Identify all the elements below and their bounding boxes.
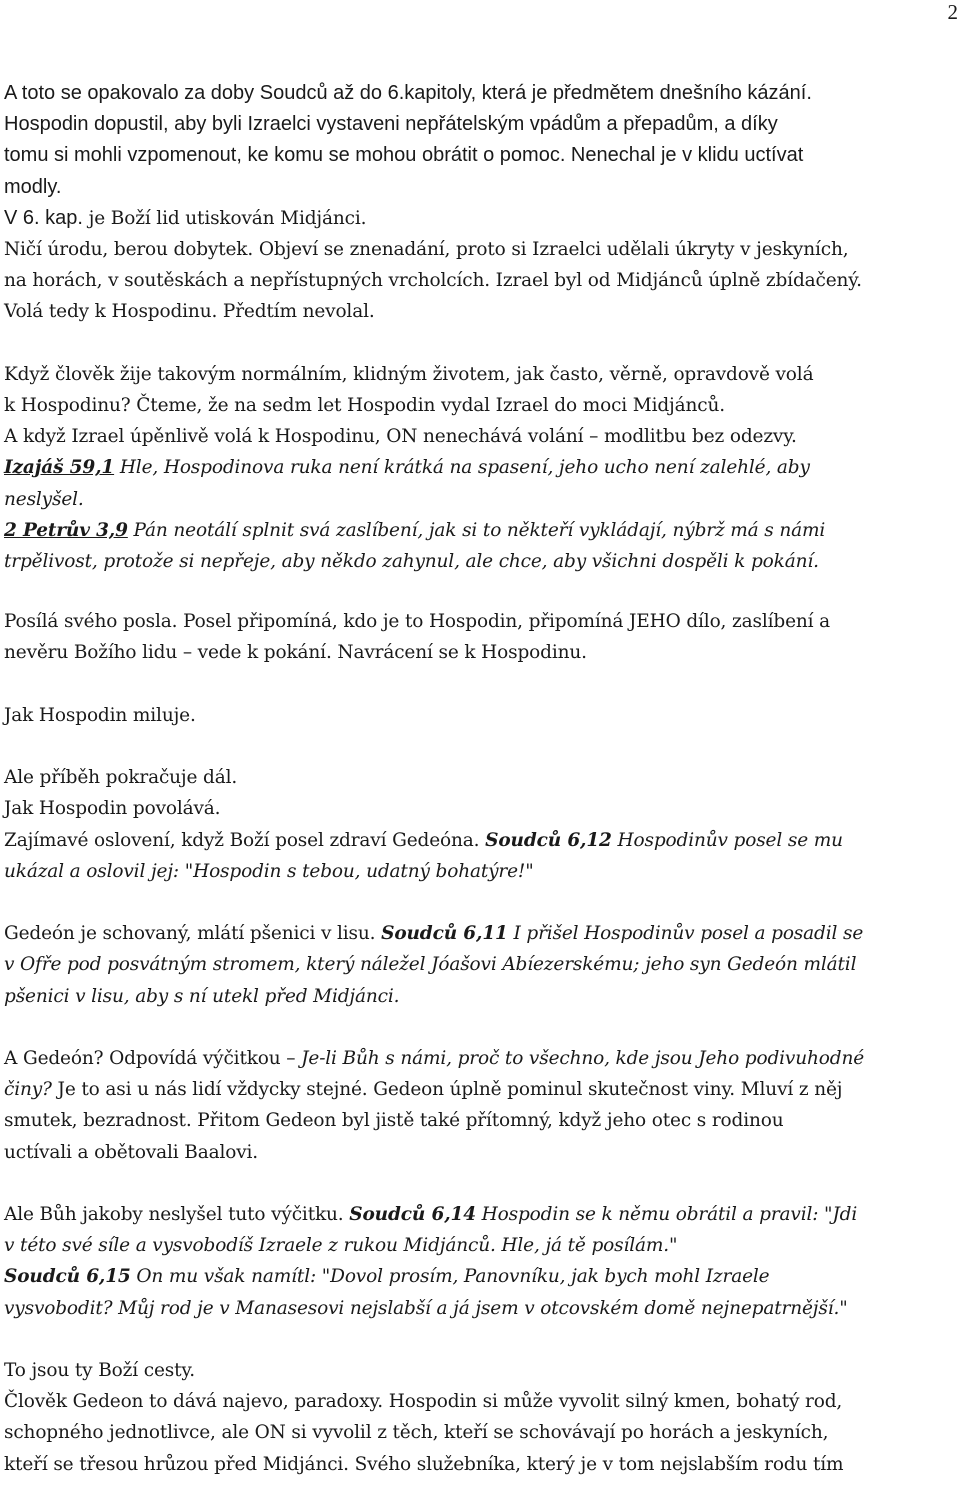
text-line: Člověk Gedeon to dává najevo, paradoxy. Hospodin si může vyvolit silný kmen, bohatý rod, [4,1391,843,1413]
text-line: Hospodin dopustil, aby byli Izraelci vystaveni nepřátelským vpádům a přepadům, a díky [4,113,778,136]
text-fragment: Ale Bůh jakoby neslyšel tuto výčitku. [4,1204,350,1226]
quote-text: činy? [4,1079,52,1101]
quote-text: ukázal a oslovil jej: "Hospodin s tebou, udatný bohatýre!" [4,860,534,882]
quote-text: Hospodin se k němu obrátil a pravil: "Jdi [475,1204,858,1226]
text-line: Volá tedy k Hospodinu. Předtím nevolal. [4,301,375,323]
text-line: A když Izrael úpěnlivě volá k Hospodinu, ON nenechává volání – modlitbu bez odezvy. [4,426,797,448]
quote-text: trpělivost, protože si nepřeje, aby někdo zahynul, ale chce, aby všichni dospěli k pokání. [4,551,819,573]
text-line: nevěru Božího lidu – vede k pokání. Navrácení se k Hospodinu. [4,642,587,664]
paragraph [4,762,956,887]
paragraph [4,700,956,731]
text-fragment: Zajímavé oslovení, když Boží posel zdraví Gedeóna. [4,829,486,851]
text-line: na horách, v soutěskách a nepřístupných vrcholcích. Izrael byl od Midjánců úplně zbídačený. [4,270,862,292]
document-body [4,78,956,1480]
text-line [4,825,956,856]
text-line [4,1199,956,1230]
paragraph-spacer [4,328,956,359]
text-line: Když člověk žije takovým normálním, klidným životem, jak často, věrně, opravdově volá [4,363,814,385]
page-number: 2 [947,0,958,24]
text-line [4,918,956,949]
paragraph [4,918,956,1012]
text-line: Posílá svého posla. Posel připomíná, kdo je to Hospodin, připomíná JEHO dílo, zaslíbení a [4,611,831,633]
bible-reference: Soudců 6,12 [485,829,612,851]
paragraph [4,1199,956,1324]
paragraph-spacer [4,887,956,918]
bible-reference: Izajáš 59,1 [4,457,115,479]
text-line: kteří se třesou hrůzou před Midjánci. Svého služebníka, který je v tom nejslabším rodu tím [4,1453,844,1475]
bible-reference: Soudců 6,15 [4,1266,131,1288]
text-fragment: A Gedeón? Odpovídá výčitkou – [4,1048,302,1070]
text-fragment: V 6. kap. [4,206,83,229]
text-line: uctívali a obětovali Baalovi. [4,1141,259,1163]
text-line: Jak Hospodin povolává. [4,798,221,820]
quote-text: neslyšel. [4,488,84,510]
paragraph [4,1355,956,1480]
quote-text: I přišel Hospodinův posel a posadil se [507,923,864,945]
quote-text: v této své síle a vysvobodíš Izraele z rukou Midjánců. Hle, já tě posílám." [4,1235,678,1257]
paragraph-spacer [4,1012,956,1043]
text-line: A toto se opakovalo za doby Soudců až do 6.kapitoly, která je předmětem dnešního kázání. [4,82,812,104]
quote-text: pšenici v lisu, aby s ní utekl před Midjánci. [4,985,400,1007]
quote-text: v Ofře pod posvátným stromem, který náležel Jóašovi Abíezerskému; jeho syn Gedeón mlátil [4,954,857,976]
paragraph [4,606,956,668]
paragraph [4,359,956,577]
text-line: tomu si mohli vzpomenout, ke komu se mohou obrátit o pomoc. Nenechal je v klidu uctívat [4,144,804,167]
bible-reference: 2 Petrův 3,9 [4,519,128,541]
quote-text: Hospodinův posel se mu [611,829,843,851]
text-line [4,1261,956,1292]
paragraph-spacer [4,1168,956,1199]
quote-text: vysvobodit? Můj rod je v Manasesovi nejslabší a já jsem v otcovském domě nejnepatrnější." [4,1297,848,1319]
text-line: smutek, bezradnost. Přitom Gedeon byl jistě také přítomný, když jeho otec s rodinou [4,1110,784,1132]
paragraph [4,234,956,328]
text-line [4,203,956,234]
bible-reference: Soudců 6,14 [349,1204,476,1226]
paragraph-spacer [4,577,956,606]
bible-reference: Soudců 6,11 [381,923,508,945]
paragraph-spacer [4,1324,956,1355]
paragraph-spacer [4,731,956,762]
text-line [4,1043,956,1074]
text-fragment: Je to asi u nás lidí vždycky stejné. Gedeon úplně pominul skutečnost viny. Mluví z něj [51,1079,843,1101]
text-line: To jsou ty Boží cesty. [4,1360,195,1382]
text-line [4,452,956,483]
quote-text: Pán neotálí splnit svá zaslíbení, jak si to někteří vykládají, nýbrž má s námi [127,519,826,541]
text-line: schopného jednotlivce, ale ON si vyvolil z těch, kteří se schovávají po horách a jeskyních, [4,1422,829,1444]
paragraph [4,1043,956,1168]
text-fragment: je Boží lid utiskován Midjánci. [82,207,367,229]
quote-text: Hle, Hospodinova ruka není krátká na spasení, jeho ucho není zalehlé, aby [114,457,810,479]
text-line: modly. [4,175,62,198]
text-line: Ničí úrodu, berou dobytek. Objeví se znenadání, proto si Izraelci udělali úkryty v jeskyních, [4,239,849,261]
intro-paragraph [4,78,956,234]
paragraph-spacer [4,669,956,700]
text-line [4,515,956,546]
text-line [4,1074,956,1105]
text-line: Jak Hospodin miluje. [4,704,196,726]
quote-text: Je-li Bůh s námi, proč to všechno, kde jsou Jeho podivuhodné [301,1048,865,1070]
text-fragment: Gedeón je schovaný, mlátí pšenici v lisu. [4,923,382,945]
text-line: Ale příběh pokračuje dál. [4,767,238,789]
quote-text: On mu však namítl: "Dovol prosím, Panovníku, jak bych mohl Izraele [130,1266,770,1288]
text-line: k Hospodinu? Čteme, že na sedm let Hospodin vydal Izrael do moci Midjánců. [4,395,725,417]
